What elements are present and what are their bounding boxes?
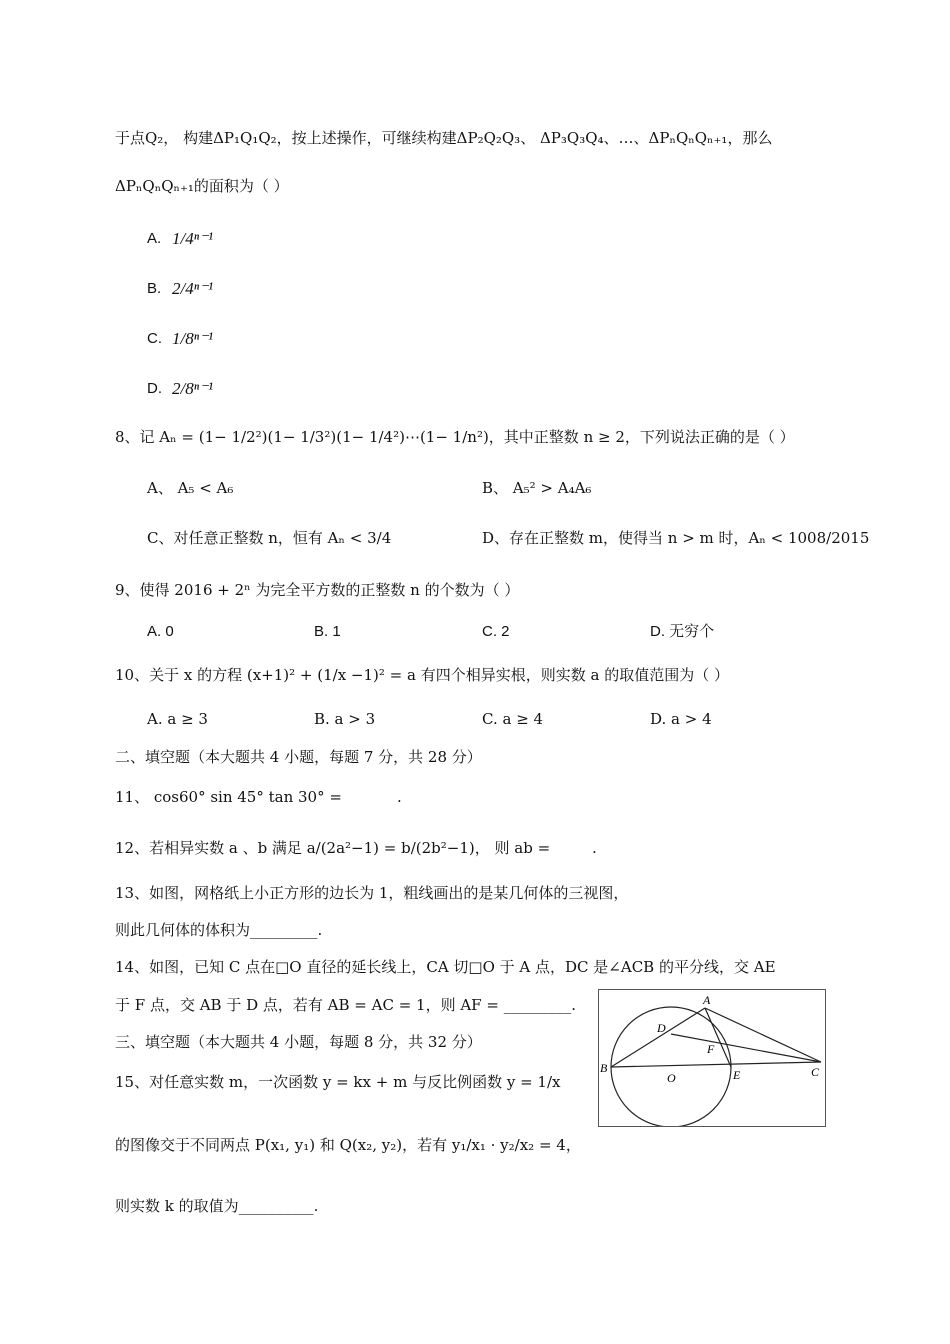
q9-option-a: A. 0 xyxy=(147,623,174,640)
circle-tangent-diagram xyxy=(599,990,825,1126)
q10-option-a: A. a ≥ 3 xyxy=(147,710,208,728)
q13-line-2: 则此几何体的体积为_________. xyxy=(115,921,323,939)
q14-line-2: 于 F 点，交 AB 于 D 点，若有 AB = AC = 1，则 AF = _________. xyxy=(115,996,576,1014)
q7-option-a-label: A. xyxy=(147,230,162,247)
q8-option-b: B、 A₅² > A₄A₆ xyxy=(482,479,592,497)
text-line-1: 于点Q₂， 构建ΔP₁Q₁Q₂，按上述操作，可继续构建ΔP₂Q₂Q₃、 ΔP₃Q₃Q₄、…、ΔPₙQₙQₙ₊₁，那么 xyxy=(115,129,773,147)
label-b: B xyxy=(600,1061,608,1075)
section-3-heading: 三、填空题（本大题共 4 小题，每题 8 分，共 32 分） xyxy=(115,1033,482,1051)
q11-stem: 11、 cos60° sin 45° tan 30° = xyxy=(115,788,342,806)
label-o: O xyxy=(667,1071,676,1085)
q10-option-c: C. a ≥ 4 xyxy=(482,710,544,728)
q10-stem: 10、关于 x 的方程 (x+1)² + (1/x −1)² = a 有四个相异实根，则实数 a 的取值范围为（ ） xyxy=(115,666,729,684)
q7-option-d-label: D. xyxy=(147,380,162,397)
geometry-figure xyxy=(598,989,826,1127)
q8-option-c: C、对任意正整数 n，恒有 Aₙ < 3/4 xyxy=(147,529,392,547)
label-c: C xyxy=(811,1065,820,1079)
q12-end: . xyxy=(592,839,597,857)
q7-option-a-value: 1/4ⁿ⁻¹ xyxy=(172,229,214,248)
q14-line-1: 14、如图，已知 C 点在□O 直径的延长线上，CA 切□O 于 A 点，DC 是∠ACB 的平分线，交 AE xyxy=(115,958,776,976)
q7-option-c-label: C. xyxy=(147,330,162,347)
line-dc xyxy=(671,1034,821,1062)
q9-option-b: B. 1 xyxy=(314,623,341,640)
q8-option-a: A、 A₅ < A₆ xyxy=(147,479,234,497)
q10-option-d: D. a > 4 xyxy=(650,710,712,728)
label-a: A xyxy=(703,993,711,1007)
q9-stem: 9、使得 2016 + 2ⁿ 为完全平方数的正整数 n 的个数为（ ） xyxy=(115,581,520,599)
q15-line-2: 的图像交于不同两点 P(x₁, y₁) 和 Q(x₂, y₂)，若有 y₁/x₁ · y₂/x₂ = 4， xyxy=(115,1136,581,1154)
label-e: E xyxy=(733,1068,741,1082)
q15-line-3: 则实数 k 的取值为__________. xyxy=(115,1197,319,1215)
q7-option-d-value: 2/8ⁿ⁻¹ xyxy=(172,379,214,398)
q9-option-c: C. 2 xyxy=(482,623,510,640)
q7-option-b-label: B. xyxy=(147,280,162,297)
text-line-2: ΔPₙQₙQₙ₊₁的面积为（ ） xyxy=(115,177,289,195)
q11-end: . xyxy=(397,788,402,806)
line-ae xyxy=(705,1008,731,1067)
q10-option-b: B. a > 3 xyxy=(314,710,376,728)
q8-option-d: D、存在正整数 m，使得当 n > m 时，Aₙ < 1008/2015 xyxy=(482,529,870,547)
q15-line-1: 15、对任意实数 m，一次函数 y = kx + m 与反比例函数 y = 1/x xyxy=(115,1073,561,1091)
line-bc xyxy=(611,1062,821,1067)
q9-option-d: D. 无穷个 xyxy=(650,623,715,640)
q12-stem: 12、若相异实数 a 、b 满足 a/(2a²−1) = b/(2b²−1)， 则 ab = xyxy=(115,839,551,857)
q7-option-c-value: 1/8ⁿ⁻¹ xyxy=(172,329,214,348)
q7-option-b-value: 2/4ⁿ⁻¹ xyxy=(172,279,214,298)
q13-line-1: 13、如图，网格纸上小正方形的边长为 1，粗线画出的是某几何体的三视图， xyxy=(115,884,629,902)
label-f: F xyxy=(707,1042,715,1056)
section-2-heading: 二、填空题（本大题共 4 小题，每题 7 分，共 28 分） xyxy=(115,748,482,766)
q8-stem: 8、记 Aₙ = (1− 1/2²)(1− 1/3²)(1− 1/4²)⋯(1− 1/n²)，其中正整数 n ≥ 2，下列说法正确的是（ ） xyxy=(115,428,795,446)
label-d: D xyxy=(657,1021,666,1035)
